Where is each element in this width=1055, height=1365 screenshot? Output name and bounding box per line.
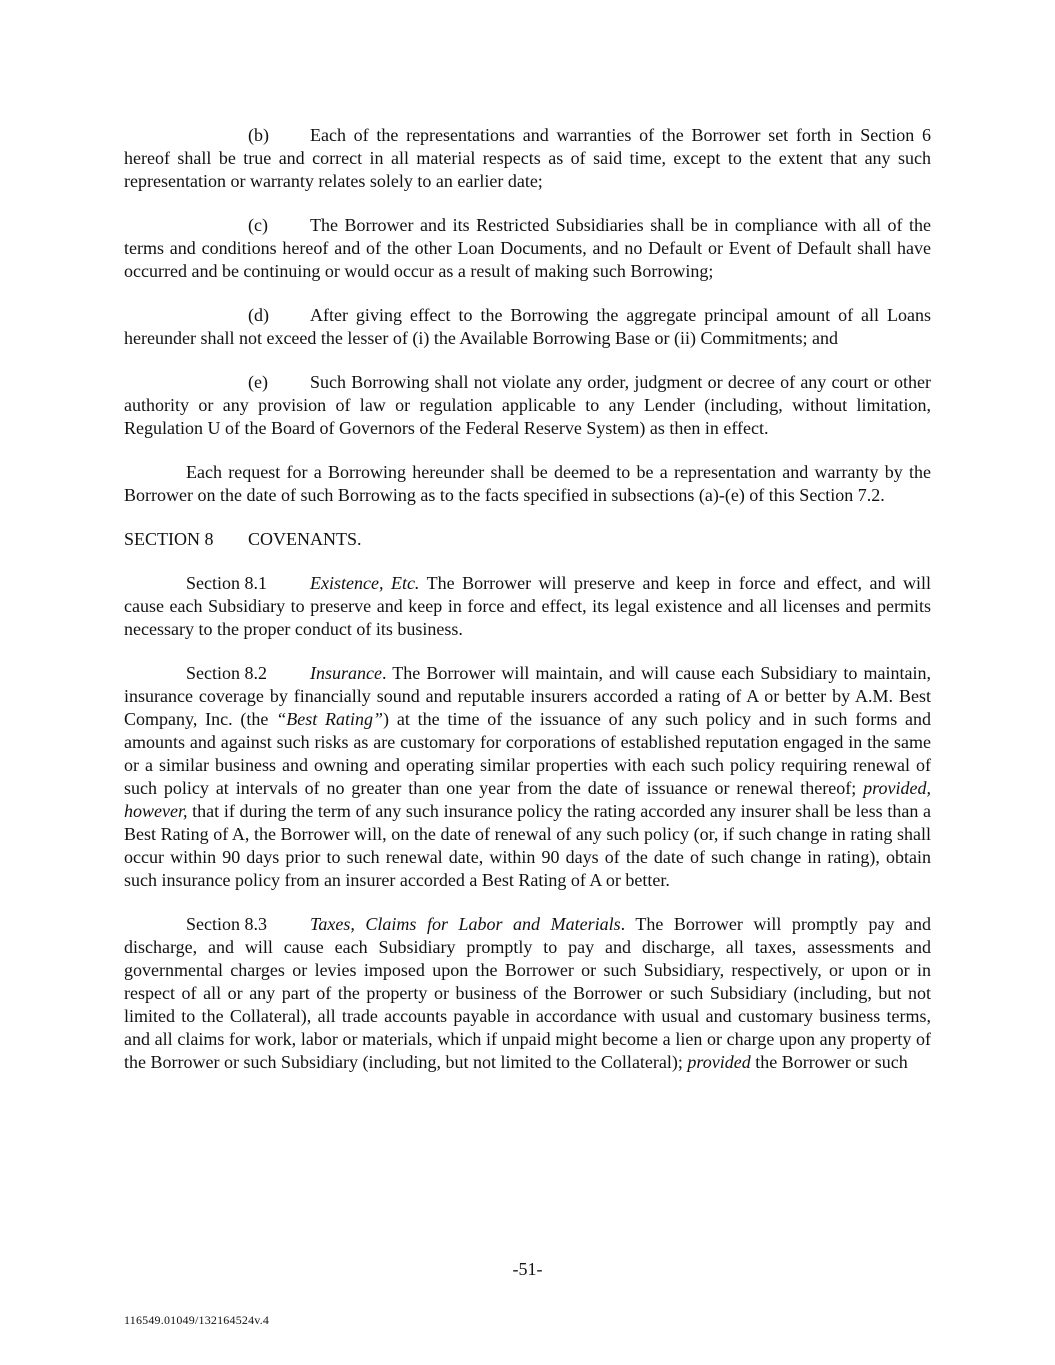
paragraph-e	[124, 371, 931, 440]
page-number: -51-	[512, 1259, 543, 1279]
paragraph-label: (b)	[248, 125, 269, 145]
section-8-3: Section 8.3 Taxes, Claims for Labor and Materials. The Borrower will promptly pay and discharge, and will cause each Subsidiary promptly to pay and discharge, all taxes, assessments and governmental charges or levies imposed upon the Borrower or such Subsidiary, respectively, or upon or in respect of all or any part of the property or business of the Borrower or such Subsidiary (including, but not limited to the Collateral), all trade accounts payable in accordance with usual and customary business terms, and all claims for work, labor or materials, which if unpaid might become a lien or charge upon any property of the Borrower or such Subsidiary (including, but not limited to the Collateral); provided the Borrower or such	[124, 914, 931, 1072]
section-8-1	[124, 572, 931, 641]
paragraph-text: Each of the representations and warranties of the Borrower set forth in Section 6 hereof shall be true and correct in all material respects as of said time, except to the extent that any such representation or warranty relates solely to an earlier date;	[124, 125, 931, 191]
proviso: provided, however,	[124, 778, 931, 821]
defined-term: “Best Rating”	[276, 709, 384, 729]
section-text: The Borrower will maintain, and will cause each Subsidiary to maintain, insurance coverage by financially sound and reputable insurers accorded a rating of A or better by A.M. Best Company, Inc. (the	[124, 663, 931, 729]
paragraph-text: After giving effect to the Borrowing the aggregate principal amount of all Loans hereunder shall not exceed the lesser of (i) the Available Borrowing Base or (ii) Commitments; and	[124, 305, 931, 348]
section-text: The Borrower will preserve and keep in force and effect, and will cause each Subsidiary to preserve and keep in force and effect, its legal existence and all licenses and permits necessary to the proper conduct of its business.	[124, 573, 931, 639]
borrowing-request-paragraph	[124, 461, 931, 507]
paragraph-text: Such Borrowing shall not violate any order, judgment or decree of any court or other authority or any provision of law or regulation applicable to any Lender (including, without limitation, Regulation U of the Board of Governors of the Federal Reserve System) as then in effect.	[124, 372, 931, 438]
section-heading	[124, 528, 931, 551]
paragraph-b	[124, 124, 931, 193]
document-id: 116549.01049/132164524v.4	[124, 1313, 270, 1327]
section-number: Section 8.2	[186, 663, 267, 683]
paragraph-d	[124, 304, 931, 350]
section-text: that if during the term of any such insurance policy the rating accorded any insurer shall be less than a Best Rating of A, the Borrower will, on the date of renewal of any such policy (or, if such change in rating shall occur within 90 days prior to such renewal date, within 90 days of the date of such change in rating), obtain such insurance policy from an insurer accorded a Best Rating of A or better.	[124, 801, 931, 890]
paragraph-label: (c)	[248, 215, 268, 235]
paragraph-label: (e)	[248, 372, 268, 392]
section-text: The Borrower will promptly pay and discharge, and will cause each Subsidiary promptly to pay and discharge, all taxes, assessments and governmental charges or levies imposed upon the Borrower or such Subsidiary, respectively, or upon or in respect of all or any part of the property or business of the Borrower or such Subsidiary (including, but not limited to the Collateral), all trade accounts payable in accordance with usual and customary business terms, and all claims for work, labor or materials, which if unpaid might become a lien or charge upon any property of the Borrower or such Subsidiary (including, but not limited to the Collateral);	[124, 914, 931, 1072]
section-number: Section 8.1	[186, 573, 267, 593]
section-8-2: Section 8.2 Insurance. The Borrower will maintain, and will cause each Subsidiary to maintain, insurance coverage by financially sound and reputable insurers accorded a rating of A or better by A.M. Best Company, Inc. (the “Best Rating”) at the time of the issuance of any such policy and in such forms and amounts and against such risks as are customary for corporations of established reputation engaged in the same or a similar business and owning and operating similar properties with each such policy requiring renewal of such policy at intervals of no greater than one year from the date of issuance or renewal thereof; provided, however, that if during the term of any such insurance policy the rating accorded any insurer shall be less than a Best Rating of A, the Borrower will, on the date of renewal of any such policy (or, if such change in rating shall occur within 90 days prior to such renewal date, within 90 days of the date of such change in rating), obtain such insurance policy from an insurer accorded a Best Rating of A or better.	[124, 663, 932, 890]
paragraph-c	[124, 214, 931, 283]
paragraph-text: Each request for a Borrowing hereunder shall be deemed to be a representation and warranty by the Borrower on the date of such Borrowing as to the facts specified in subsections (a)-(e) of this Section 7.2.	[124, 462, 931, 505]
section-text: ) at the time of the issuance of any such policy and in such forms and amounts and against such risks as are customary for corporations of established reputation engaged in the same or a similar business and owning and operating similar properties with each such policy requiring renewal of such policy at intervals of no greater than one year from the date of issuance or renewal thereof;	[124, 709, 932, 798]
section-title: Taxes, Claims for Labor and Materials	[310, 914, 621, 934]
section-text: the Borrower or such	[750, 1052, 908, 1072]
section-title: Existence, Etc.	[310, 573, 420, 593]
section-heading-title: COVENANTS.	[248, 529, 362, 549]
section-number: Section 8.3	[186, 914, 267, 934]
section-heading-number: SECTION 8	[124, 529, 214, 549]
paragraph-label: (d)	[248, 305, 269, 325]
proviso: provided	[687, 1052, 751, 1072]
document-body	[124, 124, 931, 1095]
paragraph-text: The Borrower and its Restricted Subsidiaries shall be in compliance with all of the terms and conditions hereof and of the other Loan Documents, and no Default or Event of Default shall have occurred and be continuing or would occur as a result of making such Borrowing;	[124, 215, 931, 281]
section-title: Insurance	[310, 663, 382, 683]
